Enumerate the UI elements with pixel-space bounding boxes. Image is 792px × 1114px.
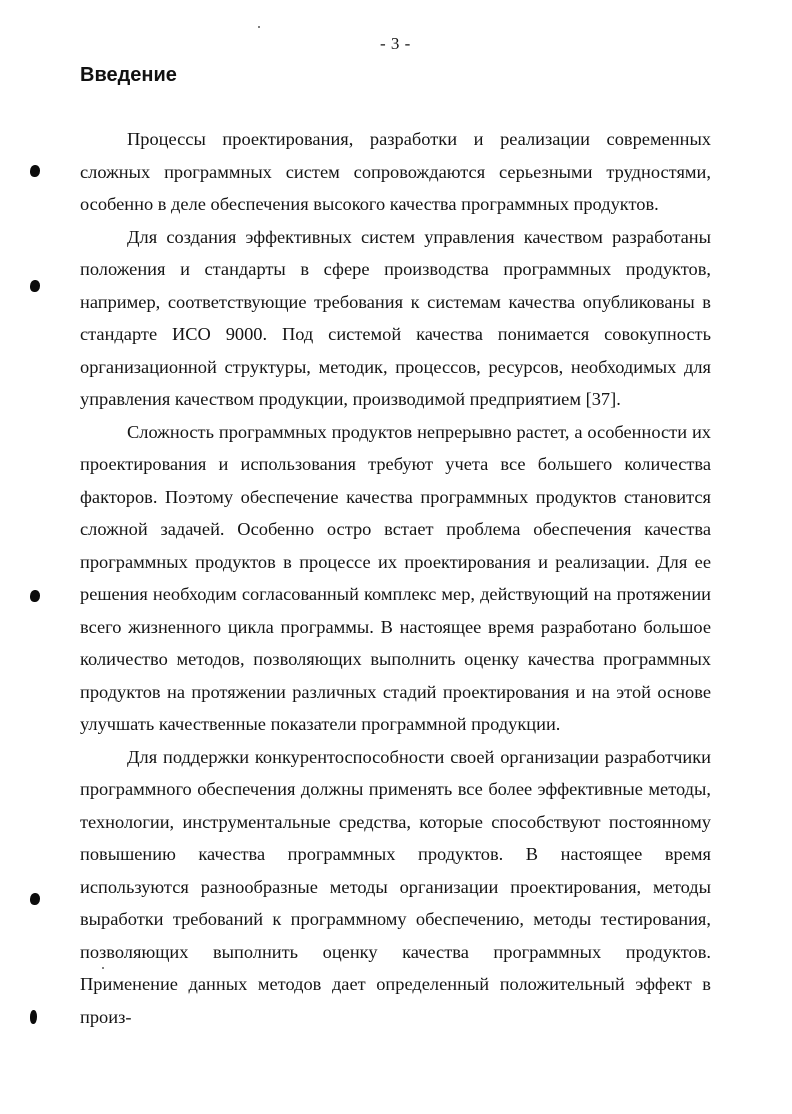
binding-hole-mark xyxy=(30,893,40,905)
paragraph: Сложность программных продуктов непрерывно растет, а особенности их проектирования и использования требуют учета все большего количества факторов. Поэтому обеспечение качества программных продуктов становится сложной задачей. Особенно остро встает проблема обеспечения качества программных продуктов в процессе их проектирования и реализации. Для ее решения необходим согласованный комплекс мер, действующий на протяжении всего жизненного цикла программы. В настоящее время разработано большое количество методов, позволяющих выполнить оценку качества программных продуктов на протяжении различных стадий проектирования и на этой основе улучшать качественные показатели программной продукции. xyxy=(80,421,711,734)
binding-hole-mark xyxy=(30,280,40,292)
body-text xyxy=(80,123,711,1033)
binding-hole-mark xyxy=(30,590,40,602)
scan-speck xyxy=(102,967,104,969)
paragraph: Для создания эффективных систем управления качеством разработаны положения и стандарты в сфере производства программных продуктов, например, соответствующие требования к системам качества опубликованы в стандарте ИСО 9000. Под системой качества понимается совокупность организационной структуры, методик, процессов, ресурсов, необходимых для управления качеством продукции, производимой предприятием [37]. xyxy=(80,226,711,409)
scan-speck xyxy=(258,26,260,28)
page-title: Введение xyxy=(80,64,177,86)
page-number: - 3 - xyxy=(380,34,411,53)
binding-hole-mark xyxy=(30,1010,37,1024)
paragraph: Процессы проектирования, разработки и реализации современных сложных программных систем сопровождаются серьезными трудностями, особенно в деле обеспечения высокого качества программных продуктов. xyxy=(80,129,711,214)
binding-hole-mark xyxy=(30,165,40,177)
paragraph: Для поддержки конкурентоспособности своей организации разработчики программного обеспечения должны применять все более эффективные методы, технологии, инструментальные средства, которые способствуют постоянному повышению качества программных продуктов. В настоящее время используются разнообразные методы организации проектирования, методы выработки требований к программному обеспечению, методы тестирования, позволяющих выполнить оценку качества программных продуктов. Применение данных методов дает определенный положительный эффект в произ- xyxy=(80,746,711,1027)
